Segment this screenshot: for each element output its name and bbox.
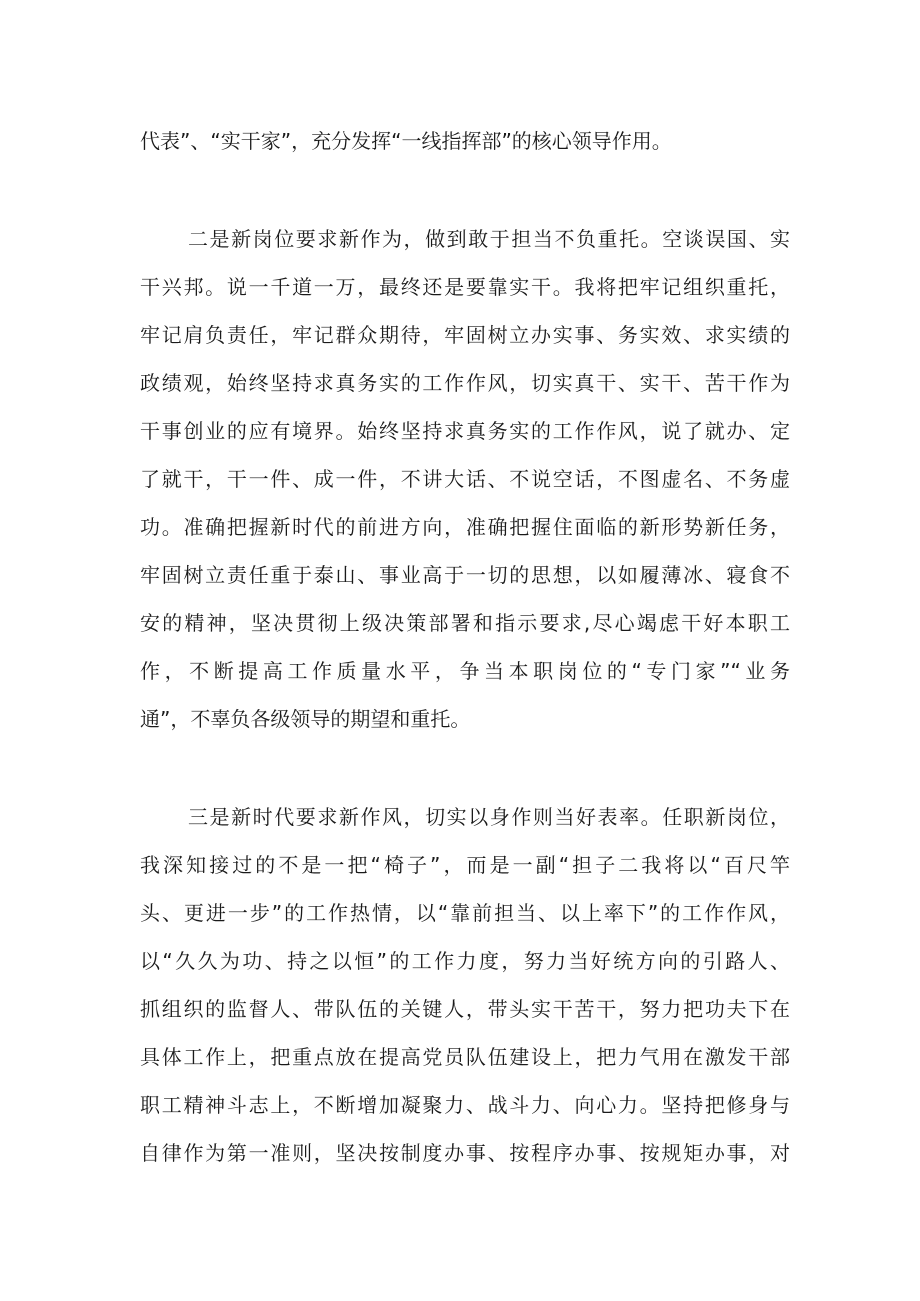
paragraph-2-line-1: 二是新岗位要求新作为，做到敢于担当不负重托。空谈误国、实 xyxy=(188,227,790,251)
paragraph-2-line-11: 通”，不辜负各级领导的期望和重托。 xyxy=(140,707,471,731)
paragraph-3-line-6: 具体工作上，把重点放在提高党员队伍建设上，把力气用在激发干部 xyxy=(140,1045,790,1069)
paragraph-3-line-4: 以“久久为功、持之以恒”的工作力度，努力当好统方向的引路人、 xyxy=(140,949,790,973)
paragraph-2-line-10: 作，不断提高工作质量水平，争当本职岗位的“专门家”“业务 xyxy=(140,659,790,683)
paragraph-3-line-3: 头、更进一步”的工作热情，以“靠前担当、以上率下”的工作作风， xyxy=(140,901,790,925)
paragraph-2-line-6: 了就干，干一件、成一件，不讲大话、不说空话，不图虚名、不务虚 xyxy=(140,467,790,491)
paragraph-2-line-2: 干兴邦。说一千道一万，最终还是要靠实干。我将把牢记组织重托， xyxy=(140,275,790,299)
paragraph-2-line-9: 安的精神，坚决贯彻上级决策部署和指示要求,尽心竭虑干好本职工 xyxy=(140,611,790,635)
paragraph-3-line-5: 抓组织的监督人、带队伍的关键人，带头实干苦干，努力把功夫下在 xyxy=(140,997,790,1021)
paragraph-2-line-7: 功。准确把握新时代的前进方向，准确把握住面临的新形势新任务， xyxy=(140,515,790,539)
paragraph-3-line-7: 职工精神斗志上，不断增加凝聚力、战斗力、向心力。坚持把修身与 xyxy=(140,1093,790,1117)
paragraph-3-line-2: 我深知接过的不是一把“椅子”，而是一副“担子二我将以“百尺竿 xyxy=(140,853,790,877)
paragraph-2-line-8: 牢固树立责任重于泰山、事业高于一切的思想，以如履薄冰、寝食不 xyxy=(140,563,790,587)
paragraph-2-line-5: 干事创业的应有境界。始终坚持求真务实的工作作风，说了就办、定 xyxy=(140,419,790,443)
paragraph-1-line-1: 代表”、“实干家”，充分发挥“一线指挥部”的核心领导作用。 xyxy=(140,129,672,153)
paragraph-3-line-8: 自律作为第一准则，坚决按制度办事、按程序办事、按规矩办事，对 xyxy=(140,1141,790,1165)
paragraph-3-line-1: 三是新时代要求新作风，切实以身作则当好表率。任职新岗位， xyxy=(188,805,790,829)
paragraph-2-line-4: 政绩观，始终坚持求真务实的工作作风，切实真干、实干、苦干作为 xyxy=(140,371,790,395)
paragraph-2-line-3: 牢记肩负责任，牢记群众期待，牢固树立办实事、务实效、求实绩的 xyxy=(140,323,790,347)
